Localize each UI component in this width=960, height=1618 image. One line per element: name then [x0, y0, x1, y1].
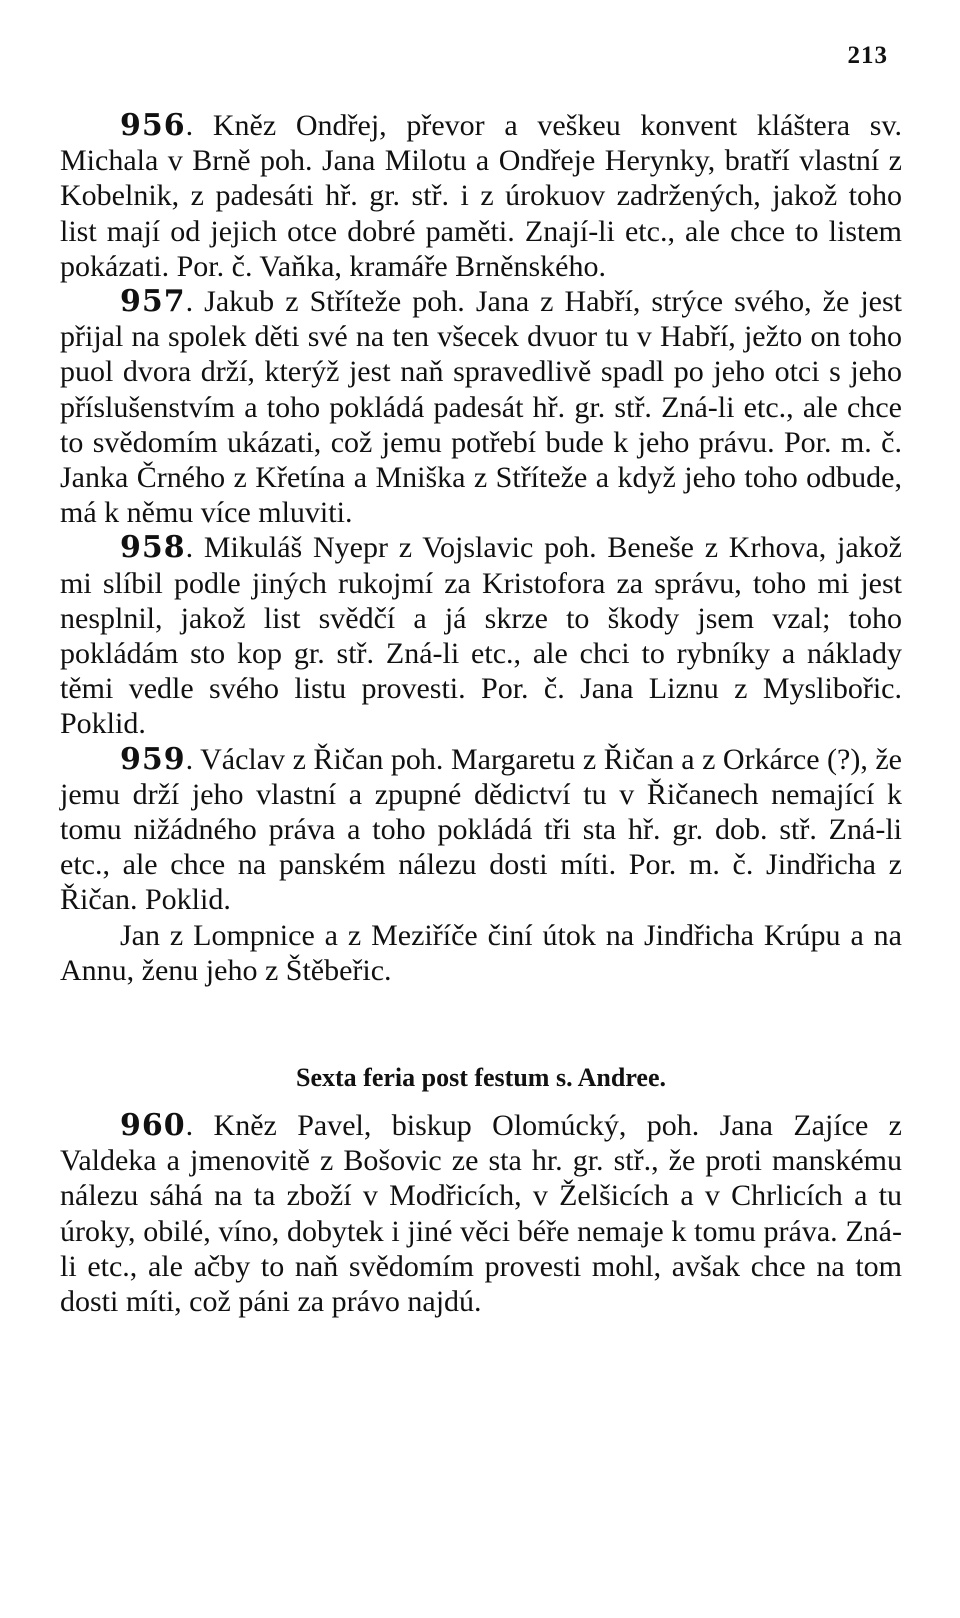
page-body: [60, 108, 902, 1319]
entry-text: . Jakub z Stříteže poh. Jana z Habří, strýce svého, že jest přijal na spolek děti své na ten všecek dvuor tu v Habří, ježto on toho puol dvora drží, kterýž jest naň spravedlivě spadl po jeho otci s jeho příslušenstvím a toho pokládá padesát hř. gr. stř. Zná-li etc., ale chce to svědomím ukázati, což jemu potřebí bude k jeho právu. Por. m. č. Janka Črného z Křetína a Mniška z Stříteže a když jeho toho odbude, má k němu více mluviti.: [60, 285, 902, 530]
entry-number: 958: [120, 530, 186, 566]
entry-number: 957: [120, 284, 186, 320]
entry-complaint: [60, 918, 902, 988]
entry-959: [60, 742, 902, 918]
section-heading: Sexta feria post festum s. Andree.: [296, 1063, 666, 1093]
entry-960: [60, 1108, 902, 1319]
entry-957: [60, 284, 902, 530]
entry-text: . Kněz Pavel, biskup Olomúcký, poh. Jana Zajíce z Valdeka a jmenovitě z Bošovic ze sta hr. gr. stř., že proti manskému nálezu sáhá na ta zboží v Modřicích, v Želšicích a v Chrlicích a tu úroky, obilé, víno, dobytek i jiné věci béře nemaje k tomu práva. Zná-li etc., ale ačby to naň svědomím provesti mohl, avšak chce na tom dosti míti, což páni za právo najdú.: [60, 1109, 902, 1319]
entry-text: . Kněz Ondřej, převor a veškeu konvent kláštera sv. Michala v Brně poh. Jana Milotu a Ondřeje Herynky, bratří vlastní z Kobelnik, z padesáti hř. gr. stř. i z úrokuov zadržených, jakož toho list mají od jejich otce dobré paměti. Znají-li etc., ale chce to listem pokázati. Por. č. Vaňka, kramáře Brněnského.: [60, 109, 902, 283]
entry-text: Jan z Lompnice a z Meziříče činí útok na Jindřicha Krúpu a na Annu, ženu jeho z Štěbeřic.: [60, 918, 902, 987]
page-number: 213: [847, 42, 888, 69]
entry-text: . Václav z Řičan poh. Margaretu z Řičan a z Orkárce (?), že jemu drží jeho vlastní a zpupné dědictví tu v Řičanech nemající k tomu nižádného práva a toho pokládá tři sta hř. gr. dob. stř. Zná-li etc., ale chce na panském nálezu dosti míti. Por. m. č. Jindřicha z Řičan. Poklid.: [60, 742, 902, 917]
entry-956: [60, 108, 902, 284]
entry-958: [60, 530, 902, 741]
entry-text: . Mikuláš Nyepr z Vojslavic poh. Beneše z Krhova, jakož mi slíbil podle jiných rukojmí za Kristofora za správu, toho mi jest nesplnil, jakož list svědčí a já skrze to škody jsem vzal; toho pokládám sto kop gr. stř. Zná-li etc., ale chci to rybníky a náklady těmi vedle svého listu provesti. Por. č. Jana Liznu z Myslibořic. Poklid.: [60, 531, 902, 741]
entry-number: 960: [120, 1108, 186, 1144]
entry-number: 959: [120, 741, 186, 777]
entry-number: 956: [120, 108, 186, 143]
